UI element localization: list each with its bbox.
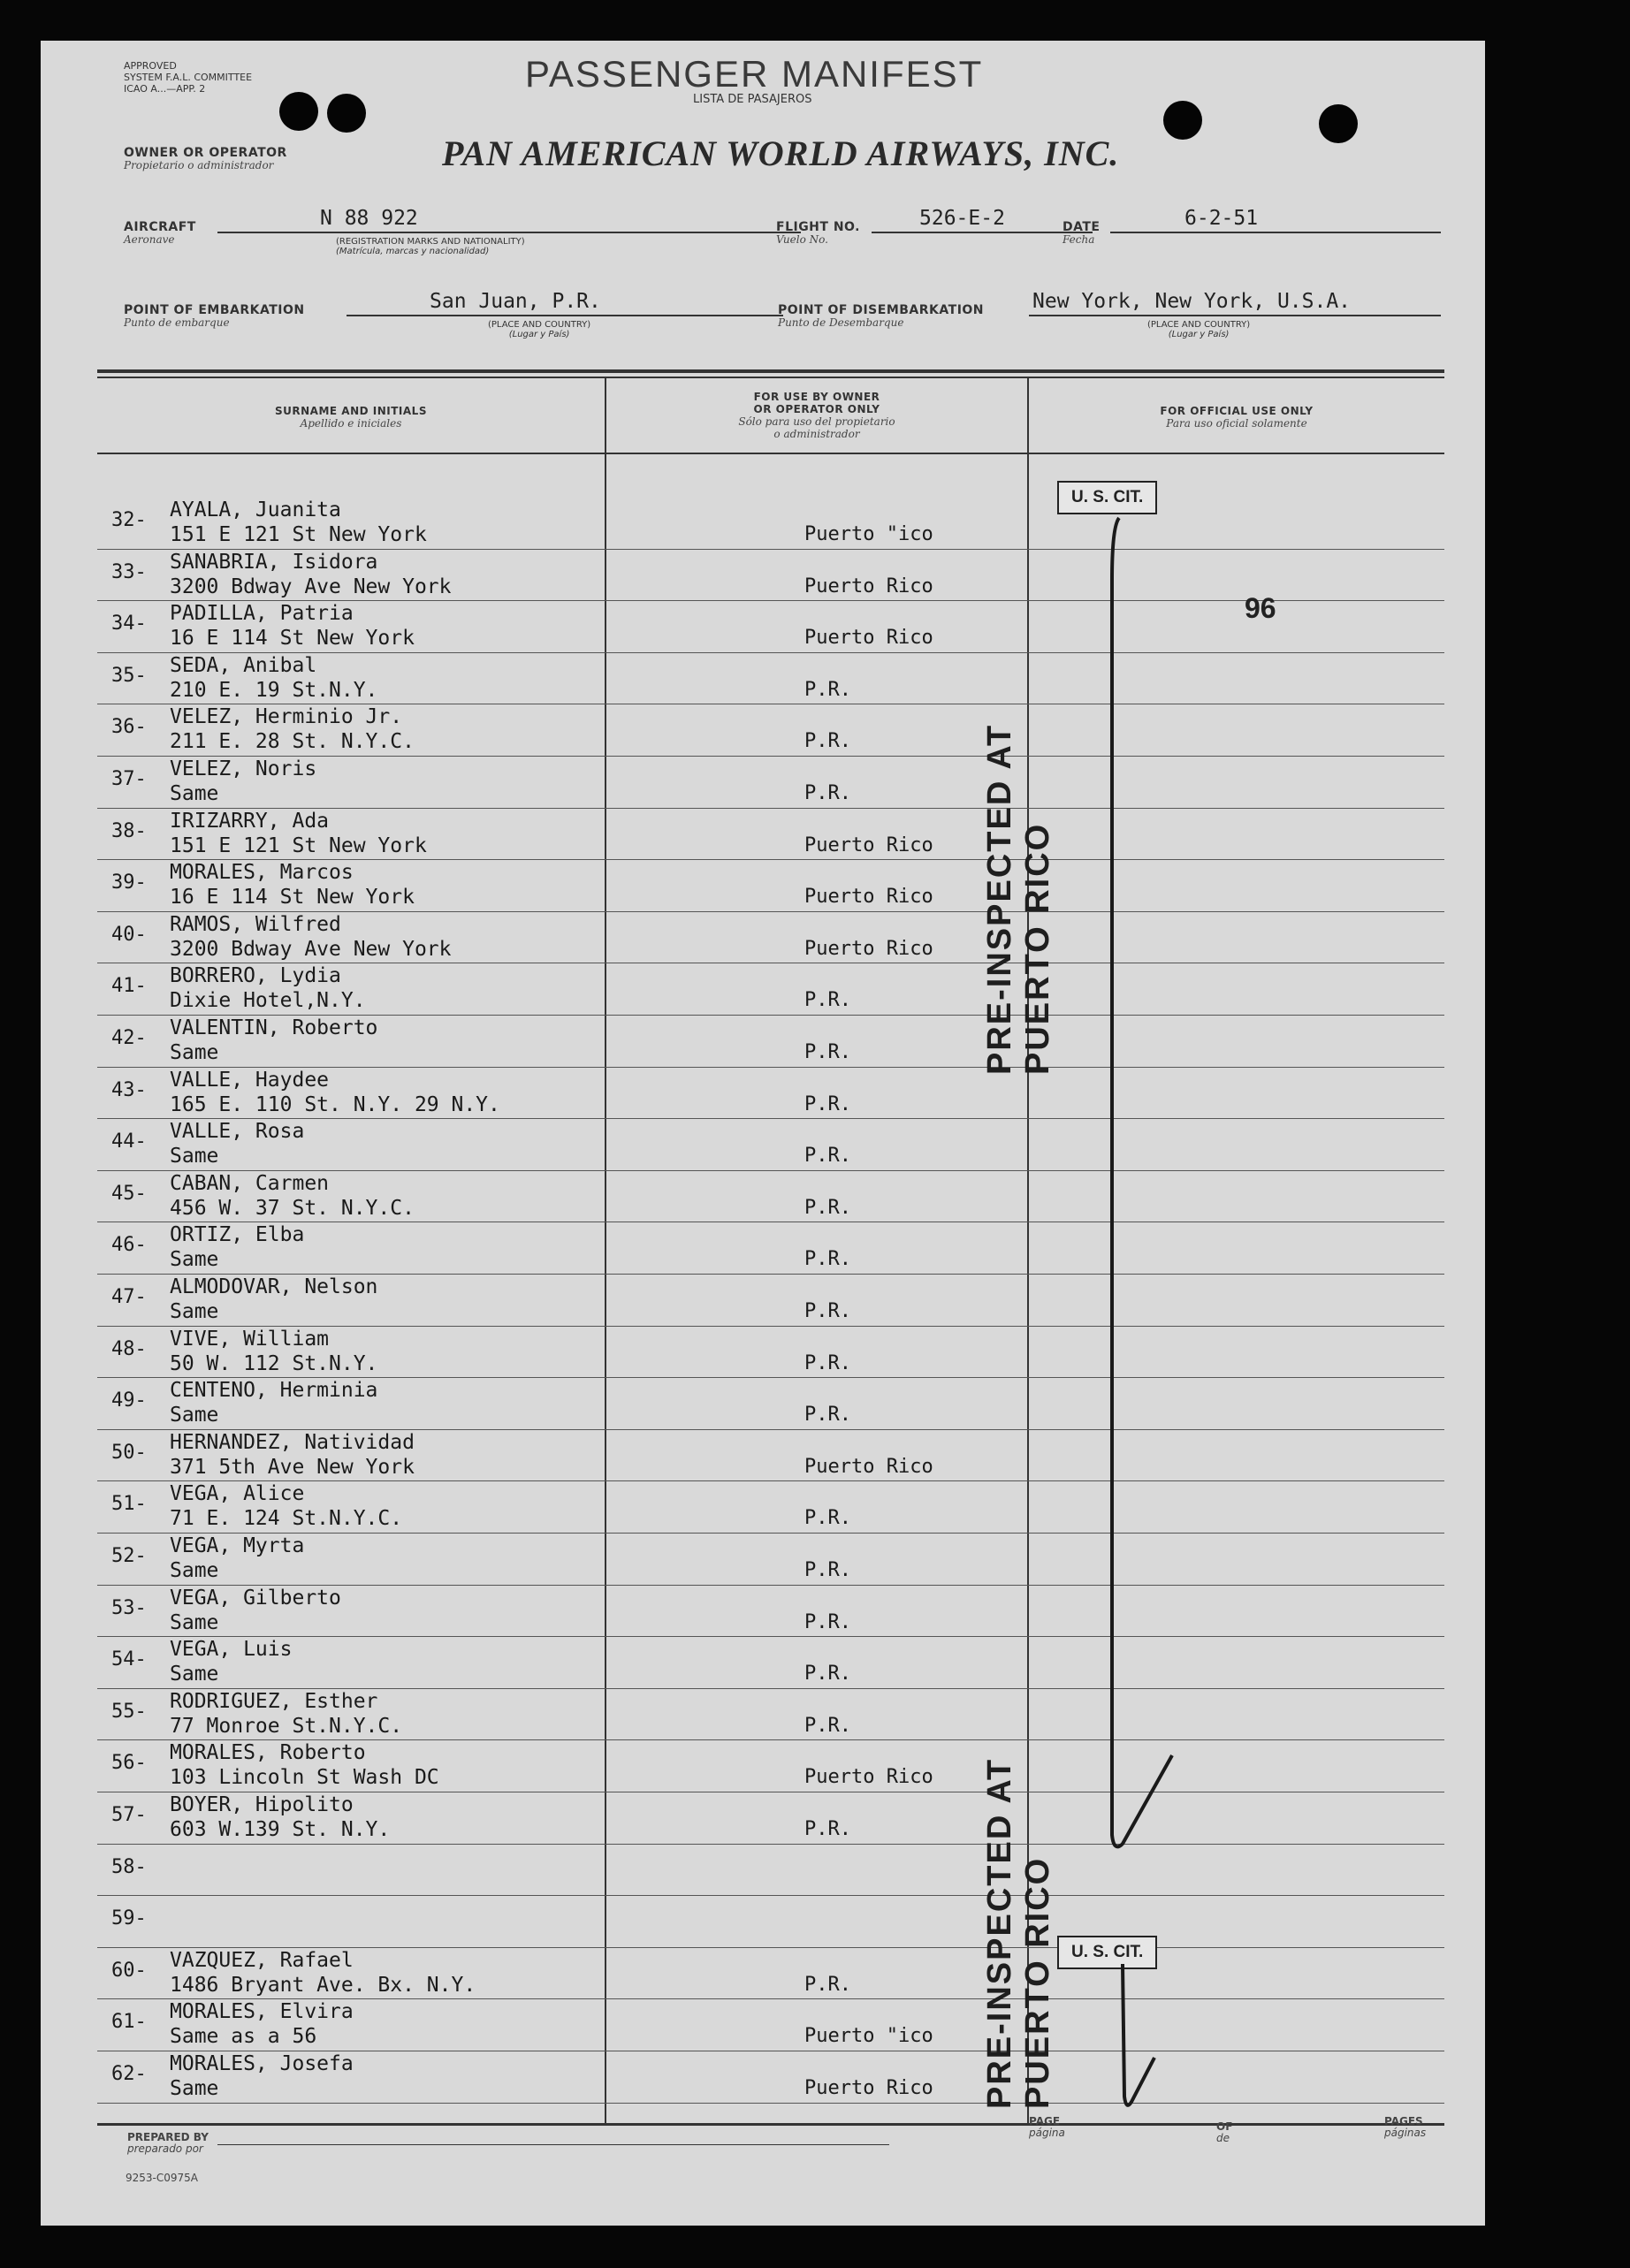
passenger-address: 16 E 114 St New York — [170, 627, 415, 651]
row-rule — [97, 1533, 1444, 1534]
page-title: PASSENGER MANIFEST — [525, 53, 984, 95]
pages-label: PAGES páginas — [1384, 2115, 1427, 2139]
row-number: 40- — [111, 923, 147, 946]
row-number: 54- — [111, 1648, 147, 1671]
passenger-origin: P.R. — [804, 730, 851, 753]
row-number: 59- — [111, 1907, 147, 1930]
col1-header: SURNAME AND INITIALS Apellido e iniciales — [275, 405, 427, 430]
aircraft-underline — [217, 232, 801, 233]
row-number: 62- — [111, 2063, 147, 2085]
row-rule — [97, 1895, 1444, 1896]
embark-underline — [347, 315, 783, 316]
passenger-name: MORALES, Josefa — [170, 2052, 354, 2075]
passenger-name: VEGA, Gilberto — [170, 1586, 341, 1610]
row-rule — [97, 1480, 1444, 1481]
passenger-address: Same as a 56 — [170, 2025, 317, 2049]
row-rule — [97, 1015, 1444, 1016]
page-label: PAGE página — [1029, 2115, 1065, 2139]
passenger-origin: P.R. — [804, 1145, 851, 1168]
owner-label-es: Propietario o administrador — [124, 159, 274, 171]
passenger-origin: P.R. — [804, 1507, 851, 1530]
registration-note: (REGISTRATION MARKS AND NATIONALITY) (Matrícula, marcas y nacionalidad) — [336, 237, 525, 256]
row-number: 51- — [111, 1493, 147, 1516]
passenger-address: 151 E 121 St New York — [170, 833, 427, 857]
row-rule — [97, 756, 1444, 757]
row-rule — [97, 1326, 1444, 1327]
prepared-by-line — [217, 2144, 889, 2145]
flight-value: 526-E-2 — [919, 207, 1005, 230]
embark-label-es: Punto de embarque — [124, 316, 230, 329]
passenger-name: AYALA, Juanita — [170, 499, 341, 521]
row-number: 56- — [111, 1752, 147, 1775]
passenger-name: VELEZ, Herminio Jr. — [170, 705, 403, 729]
passenger-address: Same — [170, 1663, 219, 1686]
form-number: 9253-C0975A — [126, 2172, 198, 2184]
passenger-name: ALMODOVAR, Nelson — [170, 1275, 378, 1298]
passenger-name: MORALES, Marcos — [170, 861, 354, 885]
row-number: 44- — [111, 1130, 147, 1153]
row-rule — [97, 1118, 1444, 1119]
passenger-name: CABAN, Carmen — [170, 1171, 330, 1195]
row-rule — [97, 1170, 1444, 1171]
passenger-origin: P.R. — [804, 1559, 851, 1581]
passenger-origin: Puerto "ico — [804, 523, 933, 545]
disembark-value: New York, New York, U.S.A. — [1032, 290, 1352, 313]
row-rule — [97, 600, 1444, 601]
passenger-origin: P.R. — [804, 1351, 851, 1374]
row-number: 58- — [111, 1855, 147, 1878]
row-rule — [97, 549, 1444, 550]
passenger-name: MORALES, Roberto — [170, 1741, 366, 1765]
row-rule — [97, 808, 1444, 809]
embark-place-note: (PLACE AND COUNTRY) (Lugar y País) — [488, 320, 591, 339]
row-number: 57- — [111, 1804, 147, 1826]
table-top-rule-2 — [97, 377, 1444, 378]
passenger-name: RAMOS, Wilfred — [170, 912, 341, 936]
passenger-origin: P.R. — [804, 1196, 851, 1219]
passenger-name: VEGA, Luis — [170, 1638, 293, 1662]
official-count: 96 — [1245, 592, 1276, 624]
column-divider-1 — [605, 378, 606, 2123]
passenger-address: 16 E 114 St New York — [170, 886, 415, 909]
passenger-name: MORALES, Elvira — [170, 2000, 354, 2024]
punch-hole — [1163, 101, 1202, 140]
row-number: 48- — [111, 1337, 147, 1360]
date-underline — [1110, 232, 1441, 233]
passenger-origin: P.R. — [804, 1404, 851, 1427]
of-label: OF de — [1216, 2120, 1233, 2144]
row-number: 60- — [111, 1959, 147, 1982]
row-number: 39- — [111, 871, 147, 894]
col2-header: FOR USE BY OWNER OR OPERATOR ONLY Sólo para uso del propietario o administrador — [738, 391, 895, 440]
passenger-origin: P.R. — [804, 989, 851, 1012]
page-title-es: LISTA DE PASAJEROS — [693, 93, 812, 106]
row-number: 32- — [111, 509, 147, 531]
passenger-address: Same — [170, 1145, 219, 1168]
punch-hole — [279, 92, 318, 131]
passenger-address: 3200 Bdway Ave New York — [170, 575, 452, 598]
pre-inspected-stamp: PRE-INSPECTED AT PUERTO RICO — [981, 723, 1056, 1075]
passenger-origin: P.R. — [804, 1663, 851, 1686]
row-rule — [97, 1739, 1444, 1740]
passenger-name: VALENTIN, Roberto — [170, 1016, 378, 1039]
row-number: 52- — [111, 1545, 147, 1567]
passenger-address: Same — [170, 1559, 219, 1582]
row-rule — [97, 1844, 1444, 1845]
flight-underline — [872, 232, 1093, 233]
passenger-address: Same — [170, 1404, 219, 1427]
passenger-address: 103 Lincoln St Wash DC — [170, 1766, 439, 1790]
passenger-name: PADILLA, Patria — [170, 602, 354, 626]
row-number: 42- — [111, 1027, 147, 1049]
row-rule — [97, 859, 1444, 860]
passenger-origin: P.R. — [804, 1041, 851, 1063]
flight-label: FLIGHT NO. — [776, 220, 860, 234]
passenger-origin: Puerto Rico — [804, 575, 933, 597]
row-number: 34- — [111, 613, 147, 635]
passenger-origin: Puerto Rico — [804, 1455, 933, 1478]
passenger-name: SEDA, Anibal — [170, 653, 317, 677]
row-number: 46- — [111, 1234, 147, 1257]
passenger-address: 603 W.139 St. N.Y. — [170, 1818, 391, 1841]
col3-header: FOR OFFICIAL USE ONLY Para uso oficial solamente — [1160, 405, 1314, 430]
row-number: 49- — [111, 1389, 147, 1412]
prepared-by-label: PREPARED BY preparado por — [127, 2131, 209, 2155]
passenger-origin: Puerto Rico — [804, 2077, 933, 2099]
disembark-label: POINT OF DISEMBARKATION — [778, 303, 985, 317]
row-rule — [97, 1947, 1444, 1948]
row-rule — [97, 1998, 1444, 1999]
row-number: 43- — [111, 1078, 147, 1101]
passenger-origin: P.R. — [804, 1973, 851, 1996]
date-value: 6-2-51 — [1184, 207, 1259, 230]
row-rule — [97, 1429, 1444, 1430]
passenger-origin: P.R. — [804, 678, 851, 701]
passenger-name: RODRIGUEZ, Esther — [170, 1689, 378, 1713]
passenger-name: VAZQUEZ, Rafael — [170, 1948, 354, 1972]
passenger-address: 50 W. 112 St.N.Y. — [170, 1351, 378, 1375]
manifest-sheet — [41, 41, 1485, 2226]
row-rule — [97, 2103, 1444, 2104]
row-rule — [97, 911, 1444, 912]
embark-label: POINT OF EMBARKATION — [124, 303, 305, 317]
passenger-name: VELEZ, Noris — [170, 757, 317, 780]
check-mark-bracket — [1057, 500, 1216, 1870]
passenger-origin: Puerto Rico — [804, 1766, 933, 1789]
row-number: 55- — [111, 1700, 147, 1723]
date-label-es: Fecha — [1063, 233, 1095, 246]
us-cit-stamp: U. S. CIT. — [1057, 481, 1157, 514]
passenger-address: Same — [170, 2077, 219, 2100]
airline-name: PAN AMERICAN WORLD AIRWAYS, INC. — [442, 133, 1120, 173]
row-number: 37- — [111, 768, 147, 790]
us-cit-stamp: U. S. CIT. — [1057, 1936, 1157, 1969]
row-number: 47- — [111, 1286, 147, 1308]
disembark-place-note: (PLACE AND COUNTRY) (Lugar y País) — [1147, 320, 1251, 339]
passenger-origin: P.R. — [804, 1818, 851, 1840]
passenger-address: 71 E. 124 St.N.Y.C. — [170, 1507, 403, 1531]
passenger-address: Dixie Hotel,N.Y. — [170, 989, 366, 1013]
row-number: 45- — [111, 1182, 147, 1205]
passenger-address: 211 E. 28 St. N.Y.C. — [170, 730, 415, 754]
passenger-name: VIVE, William — [170, 1327, 330, 1351]
passenger-name: VALLE, Rosa — [170, 1120, 305, 1144]
passenger-origin: Puerto Rico — [804, 886, 933, 909]
row-rule — [97, 1067, 1444, 1068]
row-rule — [97, 1274, 1444, 1275]
row-rule — [97, 1688, 1444, 1689]
passenger-name: VALLE, Haydee — [170, 1068, 330, 1092]
punch-hole — [1319, 104, 1358, 143]
passenger-address: 210 E. 19 St.N.Y. — [170, 678, 378, 702]
passenger-origin: P.R. — [804, 1714, 851, 1737]
passenger-origin: P.R. — [804, 1610, 851, 1633]
row-number: 33- — [111, 560, 147, 583]
row-number: 53- — [111, 1596, 147, 1619]
passenger-name: VEGA, Myrta — [170, 1534, 305, 1557]
passenger-name: HERNANDEZ, Natividad — [170, 1430, 415, 1454]
row-number: 38- — [111, 819, 147, 842]
passenger-address: 165 E. 110 St. N.Y. 29 N.Y. — [170, 1092, 500, 1116]
passenger-name: BORRERO, Lydia — [170, 964, 341, 988]
disembark-label-es: Punto de Desembarque — [778, 316, 904, 329]
passenger-address: 371 5th Ave New York — [170, 1455, 415, 1479]
passenger-origin: P.R. — [804, 1300, 851, 1322]
passenger-address: Same — [170, 1610, 219, 1634]
passenger-name: SANABRIA, Isidora — [170, 550, 378, 574]
passenger-address: 1486 Bryant Ave. Bx. N.Y. — [170, 1973, 476, 1997]
table-bottom-rule — [97, 2123, 1444, 2126]
row-number: 36- — [111, 716, 147, 739]
passenger-origin: Puerto "ico — [804, 2025, 933, 2048]
row-number: 61- — [111, 2011, 147, 2034]
passenger-name: VEGA, Alice — [170, 1482, 305, 1506]
pre-inspected-stamp: PRE-INSPECTED AT PUERTO RICO — [981, 1757, 1056, 2109]
owner-label: OWNER OR OPERATOR — [124, 146, 287, 160]
passenger-address: 77 Monroe St.N.Y.C. — [170, 1714, 403, 1738]
disembark-underline — [1029, 315, 1441, 316]
embark-value: San Juan, P.R. — [430, 290, 601, 313]
row-rule — [97, 1585, 1444, 1586]
row-number: 50- — [111, 1441, 147, 1464]
passenger-name: CENTENO, Herminia — [170, 1379, 378, 1403]
passenger-origin: Puerto Rico — [804, 833, 933, 856]
passenger-origin: Puerto Rico — [804, 937, 933, 960]
passenger-name: IRIZARRY, Ada — [170, 809, 330, 833]
table-top-rule — [97, 369, 1444, 373]
passenger-address: 151 E 121 St New York — [170, 523, 427, 546]
passenger-origin: P.R. — [804, 782, 851, 804]
check-mark-bracket — [1057, 1955, 1163, 2132]
passenger-address: Same — [170, 1248, 219, 1272]
passenger-address: 3200 Bdway Ave New York — [170, 937, 452, 961]
approval-note: APPROVED SYSTEM F.A.L. COMMITTEE ICAO A...—APP. 2 — [124, 60, 253, 95]
row-rule — [97, 652, 1444, 653]
aircraft-value: N 88 922 — [320, 207, 418, 230]
passenger-address: 456 W. 37 St. N.Y.C. — [170, 1196, 415, 1220]
passenger-origin: P.R. — [804, 1248, 851, 1271]
passenger-name: BOYER, Hipolito — [170, 1793, 354, 1816]
row-number: 41- — [111, 975, 147, 998]
passenger-address: Same — [170, 1300, 219, 1323]
passenger-address: Same — [170, 782, 219, 805]
punch-hole — [327, 94, 366, 133]
row-number: 35- — [111, 664, 147, 687]
aircraft-label: AIRCRAFT — [124, 220, 196, 234]
aircraft-label-es: Aeronave — [124, 233, 175, 246]
flight-label-es: Vuelo No. — [776, 233, 828, 246]
row-rule — [97, 1636, 1444, 1637]
passenger-address: Same — [170, 1041, 219, 1064]
passenger-origin: P.R. — [804, 1092, 851, 1115]
passenger-name: ORTIZ, Elba — [170, 1223, 305, 1247]
passenger-origin: Puerto Rico — [804, 627, 933, 650]
date-label: DATE — [1063, 220, 1101, 234]
row-rule — [97, 1377, 1444, 1378]
header-bottom-rule — [97, 453, 1444, 454]
